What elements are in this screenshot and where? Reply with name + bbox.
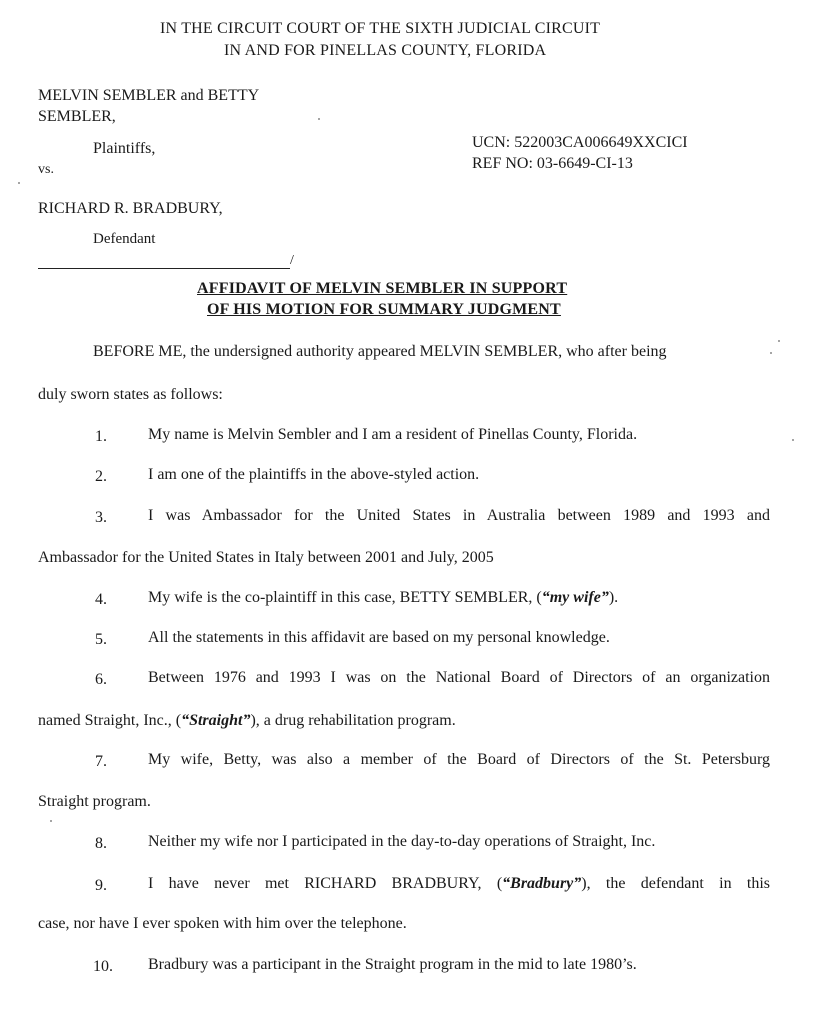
case-ucn: UCN: 522003CA006649XXCICI (472, 134, 688, 151)
caption-slash: / (290, 253, 294, 268)
scan-speck (50, 820, 52, 822)
paragraph-text-segment: ). (608, 589, 619, 606)
paragraph-text-continued: case, nor have I ever spoken with him over the telephone. (38, 915, 407, 932)
court-name-line2: IN AND FOR PINELLAS COUNTY, FLORIDA (224, 42, 547, 59)
paragraph-text-segment: My wife is the co-plaintiff in this case, BETTY SEMBLER, ( (148, 589, 542, 606)
plaintiffs-names-line1: MELVIN SEMBLER and BETTY (38, 87, 260, 104)
versus-label: vs. (38, 162, 54, 177)
paragraph-number: 2. (95, 468, 107, 485)
paragraph-number: 7. (95, 753, 107, 770)
paragraph-text: My wife, Betty, was also a member of the Board of Directors of the St. Petersburg (148, 751, 770, 768)
paragraph-text: Bradbury was a participant in the Straight program in the mid to late 1980’s. (148, 956, 637, 973)
defendant-name: RICHARD R. BRADBURY, (38, 200, 223, 217)
defined-term-my-wife: “my wife” (541, 589, 609, 606)
paragraph-text-continued: Straight program. (38, 793, 151, 810)
paragraph-text-segment: ), a drug rehabilitation program. (250, 712, 456, 729)
paragraph-text: My name is Melvin Sembler and I am a resident of Pinellas County, Florida. (148, 426, 638, 443)
paragraph-text: Neither my wife nor I participated in the day-to-day operations of Straight, Inc. (148, 833, 656, 850)
caption-rule (38, 268, 290, 269)
affidavit-title-line2: OF HIS MOTION FOR SUMMARY JUDGMENT (207, 301, 561, 318)
paragraph-number: 6. (95, 671, 107, 688)
intro-line2: duly sworn states as follows: (38, 386, 223, 403)
plaintiffs-names-line2: SEMBLER, (38, 108, 116, 125)
paragraph-number: 1. (95, 428, 107, 445)
paragraph-text (148, 589, 618, 607)
paragraph-text (148, 875, 770, 893)
paragraph-text: Between 1976 and 1993 I was on the National Board of Directors of an organization (148, 669, 770, 686)
plaintiffs-role: Plaintiffs, (93, 140, 156, 157)
paragraph-number: 8. (95, 835, 107, 852)
paragraph-text-continued (38, 712, 456, 730)
paragraph-text-continued: Ambassador for the United States in Italy between 2001 and July, 2005 (38, 549, 494, 566)
paragraph-number: 4. (95, 591, 107, 608)
paragraph-number: 9. (95, 877, 107, 894)
paragraph-text-segment: named Straight, Inc., ( (38, 712, 182, 729)
paragraph-number: 10. (93, 958, 113, 975)
defined-term-bradbury: “Bradbury” (502, 875, 582, 892)
scan-speck (770, 352, 772, 354)
scan-speck (18, 182, 20, 184)
defendant-role: Defendant (93, 231, 156, 247)
defined-term-straight: “Straight” (181, 712, 251, 729)
scan-speck (778, 340, 780, 342)
affidavit-title-line1: AFFIDAVIT OF MELVIN SEMBLER IN SUPPORT (197, 280, 568, 297)
intro-line1: BEFORE ME, the undersigned authority appeared MELVIN SEMBLER, who after being (93, 343, 667, 360)
paragraph-text: All the statements in this affidavit are based on my personal knowledge. (148, 629, 610, 646)
paragraph-text: I am one of the plaintiffs in the above-styled action. (148, 466, 480, 483)
scan-speck (318, 118, 320, 120)
court-name-line1: IN THE CIRCUIT COURT OF THE SIXTH JUDICIAL CIRCUIT (160, 20, 601, 37)
paragraph-text-segment: I have never met RICHARD BRADBURY, ( (148, 875, 503, 892)
paragraph-number: 3. (95, 509, 107, 526)
scan-speck (792, 439, 794, 441)
case-ref-no: REF NO: 03-6649-CI-13 (472, 155, 633, 172)
paragraph-number: 5. (95, 631, 107, 648)
paragraph-text-segment: ), the defendant in this (581, 875, 770, 892)
paragraph-text: I was Ambassador for the United States in Australia between 1989 and 1993 and (148, 507, 770, 524)
